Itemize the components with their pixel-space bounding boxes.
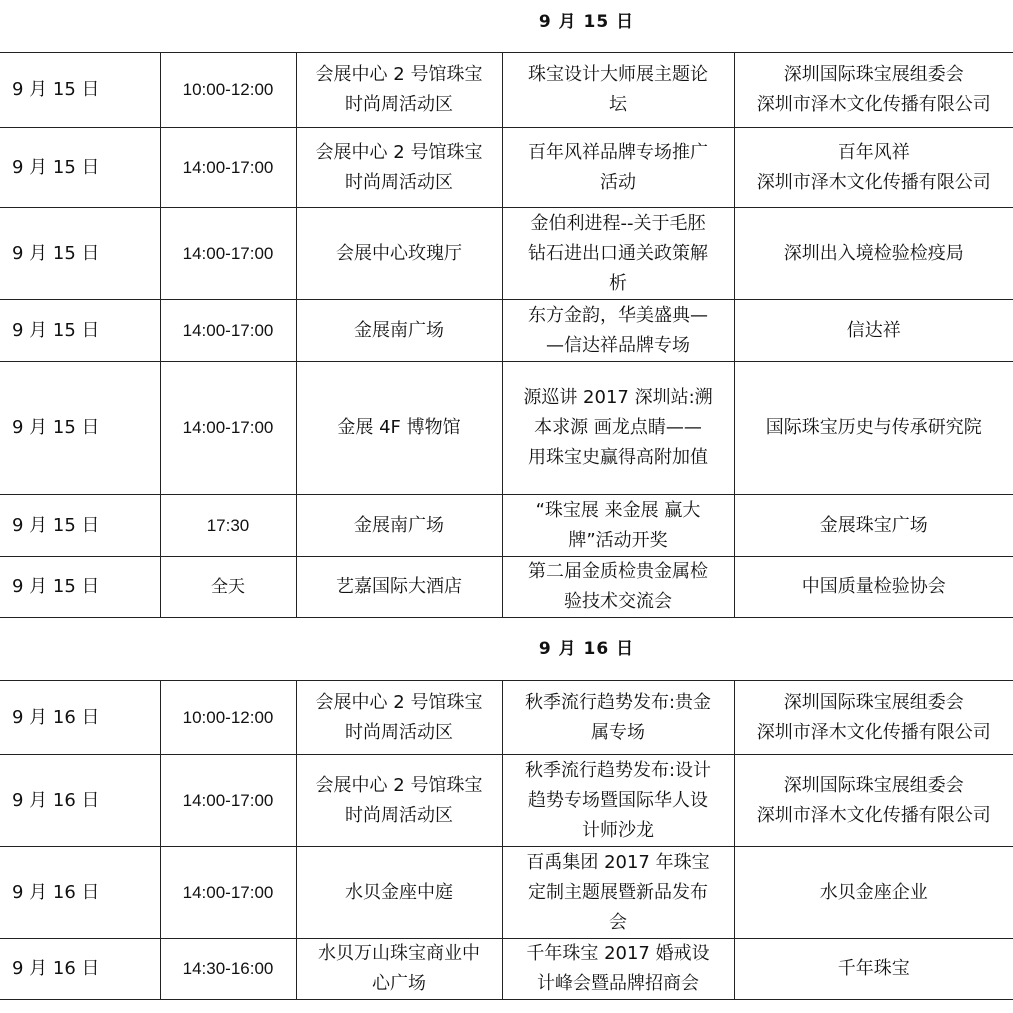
- cell-line: 深圳市泽木文化传播有限公司: [756, 804, 991, 826]
- cell-line: 析: [609, 272, 627, 294]
- cell-line: 会展中心 2 号馆珠宝: [315, 141, 483, 163]
- cell-line: 活动: [600, 171, 636, 193]
- event-cell: [502, 53, 734, 128]
- table-row: [0, 847, 1013, 939]
- section-title-sep15: 9 月 15 日: [538, 12, 635, 32]
- table-row: [0, 128, 1013, 208]
- cell-line: 会展中心 2 号馆珠宝: [315, 691, 483, 713]
- time-cell: 14:00-17:00: [160, 755, 296, 847]
- cell-line: 百年风祥: [837, 141, 910, 163]
- venue-cell: [296, 939, 502, 1000]
- cell-line: 趋势专场暨国际华人设: [528, 789, 708, 811]
- cell-line: 定制主题展暨新品发布: [528, 881, 708, 903]
- organizer-cell: [734, 681, 1013, 755]
- venue-cell: [296, 300, 502, 362]
- cell-line: 心广场: [372, 973, 426, 994]
- date-cell: 9 月 15 日: [0, 300, 160, 362]
- cell-line: 水贝金座中庭: [345, 881, 453, 903]
- cell-line: 坛: [609, 94, 627, 115]
- table-row: [0, 300, 1013, 362]
- cell-line: 第二届金质检贵金属检: [528, 561, 708, 582]
- date-cell: 9 月 16 日: [0, 847, 160, 939]
- cell-line: 深圳市泽木文化传播有限公司: [756, 171, 991, 193]
- cell-line: 会展中心 2 号馆珠宝: [315, 64, 483, 85]
- date-cell: 9 月 16 日: [0, 755, 160, 847]
- table-row: [0, 557, 1013, 618]
- table-row: [0, 755, 1013, 847]
- cell-line: 会: [609, 911, 627, 933]
- time-cell: 17:30: [160, 495, 296, 557]
- date-cell: 9 月 15 日: [0, 362, 160, 495]
- cell-line: 计师沙龙: [582, 819, 654, 841]
- cell-line: 金展南广场: [354, 319, 444, 341]
- venue-cell: [296, 681, 502, 755]
- table-row: [0, 362, 1013, 495]
- cell-line: 本求源 画龙点睛——: [534, 417, 702, 438]
- event-cell: [502, 681, 734, 755]
- table-row: [0, 495, 1013, 557]
- cell-line: 千年珠宝 2017 婚戒设: [526, 943, 710, 964]
- time-cell: 14:30-16:00: [160, 939, 296, 1000]
- organizer-cell: [734, 939, 1013, 1000]
- time-cell: 14:00-17:00: [160, 128, 296, 208]
- organizer-cell: [734, 208, 1013, 300]
- cell-line: 深圳国际珠宝展组委会: [783, 64, 964, 85]
- cell-line: 深圳出入境检验检疫局: [783, 242, 964, 264]
- cell-line: 千年珠宝: [837, 958, 910, 979]
- section-title-sep16: 9 月 16 日: [538, 639, 635, 659]
- cell-line: 时尚周活动区: [345, 721, 453, 743]
- organizer-cell: [734, 755, 1013, 847]
- cell-line: 东方金韵，华美盛典—: [528, 304, 708, 326]
- table-row: [0, 53, 1013, 128]
- cell-line: 牌”活动开奖: [568, 529, 668, 551]
- cell-line: 水贝金座企业: [819, 881, 928, 903]
- cell-line: 深圳国际珠宝展组委会: [783, 691, 964, 713]
- cell-line: 深圳国际珠宝展组委会: [783, 774, 964, 796]
- venue-cell: [296, 755, 502, 847]
- cell-line: 深圳市泽木文化传播有限公司: [756, 721, 991, 743]
- time-cell: 14:00-17:00: [160, 300, 296, 362]
- cell-line: 钻石进出口通关政策解: [528, 242, 708, 264]
- cell-line: 验技术交流会: [564, 591, 672, 612]
- time-cell: 14:00-17:00: [160, 847, 296, 939]
- cell-line: 秋季流行趋势发布:设计: [524, 759, 712, 781]
- organizer-cell: [734, 557, 1013, 618]
- cell-line: 艺嘉国际大酒店: [336, 576, 462, 597]
- table-row: [0, 939, 1013, 1000]
- date-cell: 9 月 15 日: [0, 128, 160, 208]
- organizer-cell: [734, 300, 1013, 362]
- event-cell: [502, 128, 734, 208]
- venue-cell: [296, 208, 502, 300]
- venue-cell: [296, 557, 502, 618]
- cell-line: 用珠宝史赢得高附加值: [528, 447, 708, 468]
- event-cell: [502, 847, 734, 939]
- cell-line: 水贝万山珠宝商业中: [318, 943, 480, 964]
- date-cell: 9 月 15 日: [0, 557, 160, 618]
- event-cell: [502, 300, 734, 362]
- venue-cell: [296, 495, 502, 557]
- cell-line: 会展中心 2 号馆珠宝: [315, 774, 483, 796]
- cell-line: 珠宝设计大师展主题论: [528, 64, 708, 85]
- date-cell: 9 月 15 日: [0, 53, 160, 128]
- cell-line: 源巡讲 2017 深圳站:溯: [523, 387, 713, 408]
- time-cell: 14:00-17:00: [160, 362, 296, 495]
- venue-cell: [296, 128, 502, 208]
- cell-line: —信达祥品牌专场: [546, 334, 690, 356]
- cell-line: 百禹集团 2017 年珠宝: [526, 851, 710, 873]
- cell-line: 属专场: [591, 721, 645, 743]
- event-cell: [502, 208, 734, 300]
- cell-line: 时尚周活动区: [345, 171, 453, 193]
- cell-line: 金展 4F 博物馆: [337, 417, 461, 438]
- date-cell: 9 月 16 日: [0, 681, 160, 755]
- table-row: [0, 208, 1013, 300]
- date-cell: 9 月 15 日: [0, 495, 160, 557]
- event-cell: [502, 557, 734, 618]
- cell-line: “珠宝展 来金展 赢大: [535, 499, 701, 521]
- cell-line: 金展珠宝广场: [819, 514, 928, 536]
- venue-cell: [296, 847, 502, 939]
- cell-line: 百年风祥品牌专场推广: [528, 141, 708, 163]
- venue-cell: [296, 53, 502, 128]
- organizer-cell: [734, 495, 1013, 557]
- cell-line: 金伯利进程--关于毛胚: [530, 212, 706, 234]
- schedule-table-sep15: [0, 52, 1013, 618]
- time-cell: 10:00-12:00: [160, 53, 296, 128]
- event-cell: [502, 755, 734, 847]
- organizer-cell: [734, 362, 1013, 495]
- time-cell: 14:00-17:00: [160, 208, 296, 300]
- date-cell: 9 月 16 日: [0, 939, 160, 1000]
- cell-line: 深圳市泽木文化传播有限公司: [756, 94, 991, 115]
- event-cell: [502, 362, 734, 495]
- cell-line: 中国质量检验协会: [801, 576, 946, 597]
- venue-cell: [296, 362, 502, 495]
- organizer-cell: [734, 128, 1013, 208]
- organizer-cell: [734, 847, 1013, 939]
- cell-line: 时尚周活动区: [345, 94, 453, 115]
- organizer-cell: [734, 53, 1013, 128]
- cell-line: 国际珠宝历史与传承研究院: [765, 417, 982, 438]
- event-cell: [502, 939, 734, 1000]
- schedule-table-sep16: [0, 680, 1013, 1000]
- date-cell: 9 月 15 日: [0, 208, 160, 300]
- time-cell: 10:00-12:00: [160, 681, 296, 755]
- time-cell: 全天: [160, 557, 296, 618]
- cell-line: 金展南广场: [354, 514, 444, 536]
- cell-line: 会展中心玫瑰厅: [336, 242, 462, 264]
- cell-line: 时尚周活动区: [345, 804, 453, 826]
- cell-line: 计峰会暨品牌招商会: [537, 973, 699, 994]
- cell-line: 信达祥: [846, 319, 901, 341]
- table-row: [0, 681, 1013, 755]
- cell-line: 秋季流行趋势发布:贵金: [524, 691, 712, 713]
- event-cell: [502, 495, 734, 557]
